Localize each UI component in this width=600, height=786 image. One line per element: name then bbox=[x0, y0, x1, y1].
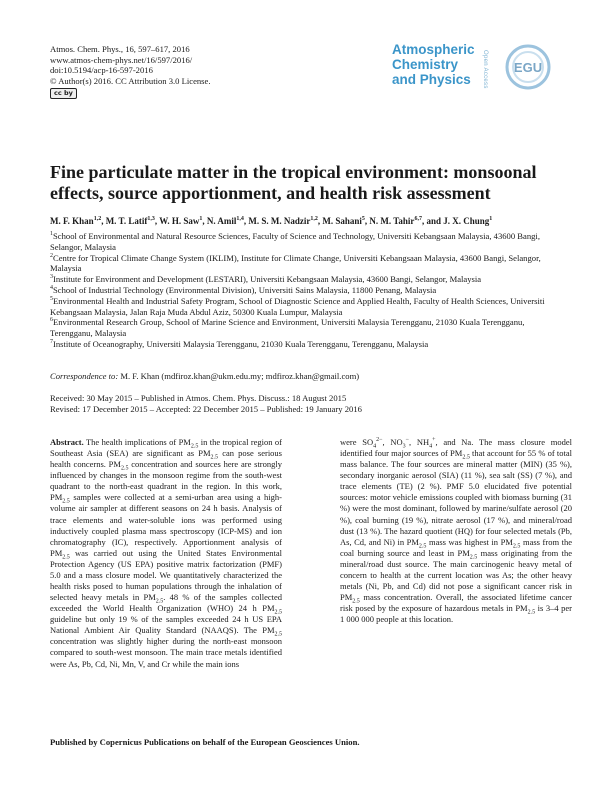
affiliation-7: $^7$Institute of Oceanography, Universiti Malaysia Terengganu, 21030 Kuala Terengganu, Terengganu, Malaysia bbox=[50, 338, 429, 349]
article-url[interactable]: www.atmos-chem-phys.net/16/597/2016/ bbox=[50, 54, 193, 65]
egu-logo-text: EGU bbox=[513, 60, 543, 75]
journal-name-line-1: Atmospheric bbox=[392, 42, 475, 57]
publisher-footer: Published by Copernicus Publications on behalf of the European Geosciences Union. bbox=[50, 737, 360, 747]
correspondence bbox=[50, 371, 359, 382]
publication-dates bbox=[50, 393, 362, 415]
affiliation-2: $^2$Centre for Tropical Climate Change System (IKLIM), Institute for Climate Change, Universiti Kebangsaan Malaysia, 43600 Bangi, Selangor, Malaysia bbox=[50, 252, 541, 274]
open-access-label: Open Access bbox=[482, 50, 488, 89]
abstract-right-column bbox=[340, 437, 572, 625]
abstract-left-column bbox=[50, 437, 282, 670]
affiliations bbox=[50, 231, 560, 350]
revised-date-line: Revised: 17 December 2015 – Accepted: 22 December 2015 – Published: 19 January 2016 bbox=[50, 404, 362, 414]
affiliation-1: $^1$School of Environmental and Natural Resource Sciences, Faculty of Science and Technology, Universiti Kebangsaan Malaysia, 43600 Bangi, Selangor, Malaysia bbox=[50, 231, 540, 252]
correspondence-label: Correspondence to: bbox=[50, 371, 119, 381]
affiliation-5: $^5$Environmental Health and Industrial Safety Program, School of Diagnostic Science and Applied Health, Faculty of Health Sciences, Universiti Kebangsaan Malaysia, Jalan Raja Muda Abdul Aziz, 50300 Kuala Lumpur, Malaysia bbox=[50, 295, 545, 317]
affiliation-4: $^4$School of Industrial Technology (Environmental Division), Universiti Sains Malaysia, 11800 Penang, Malaysia bbox=[50, 284, 437, 295]
author-list: M. F. Khan$^{1,2}$, M. T. Latif$^{1,3}$, W. H. Saw$^1$, N. Amil$^{1,4}$, M. S. M. Nadzir$^{1,2}$, M. Sahani$^5$, N. M. Tahir$^{6,7}$, and J. X. Chung$^1$ bbox=[50, 216, 493, 226]
journal-citation: Atmos. Chem. Phys., 16, 597–617, 2016 bbox=[50, 44, 190, 54]
egu-logo bbox=[505, 44, 551, 90]
article-doi[interactable]: doi:10.5194/acp-16-597-2016 bbox=[50, 65, 153, 76]
received-date-line: Received: 30 May 2015 – Published in Atmos. Chem. Phys. Discuss.: 18 August 2015 bbox=[50, 393, 347, 403]
cc-license-badge[interactable]: cc by bbox=[50, 88, 77, 99]
journal-name-line-3: and Physics bbox=[392, 72, 471, 87]
journal-name-line-2: Chemistry bbox=[392, 57, 459, 72]
citation-block bbox=[50, 44, 211, 99]
affiliation-6: $^6$Environmental Research Group, School of Marine Science and Environment, Universiti Malaysia Terengganu, 21030 Kuala Terengganu, Terengganu, Malaysia bbox=[50, 317, 525, 339]
copyright-notice: © Author(s) 2016. CC Attribution 3.0 License. bbox=[50, 75, 211, 86]
abstract-right-text: were $SO_4^{2-}$, $NO_3^-$, $NH_4^+$, and Na. The mass closure model identified four major sources of $PM_{2.5}$ that account for 55 % of total mass balance. The four sources are mineral matter (MIN) (35 %), secondary inorganic aerosol (SIA) (11 %), sea salt (SS) (7 %), and trace elements (TE) (2 %). PMF 5.0 elucidated five potential sources: motor vehicle emissions coupled with biomass burning (31 %) were the most dominant, followed by marine/sulfate aerosol (20 %), coal burning (19 %), nitrate aerosol (17 %), and mineral/road dust (13 %). The hazard quotient (HQ) for four selected metals (Pb, As, Cd, and Ni) in $PM_{2.5}$ mass was highest in $PM_{2.5}$ mass from the coal burning source and least in $PM_{2.5}$ mass originating from the mineral/road dust source. The main carcinogenic heavy metal of concern to health at the current location was As; the other heavy metals (Ni, Pb, and Cd) did not pose a significant cancer risk in $PM_{2.5}$ mass concentration. Overall, the associated lifetime cancer risk posed by the exposure of hazardous metals in $PM_{2.5}$ is 3–4 per 1 000 000 people at this location. bbox=[340, 437, 572, 625]
affiliation-3: $^3$Institute for Environment and Development (LESTARI), Universiti Kebangsaan Malaysia, 43600 Bangi, Selangor, Malaysia bbox=[50, 274, 482, 285]
paper-title: Fine particulate matter in the tropical environment: monsoonal effects, source apportionment, and health risk assessment bbox=[50, 162, 537, 203]
abstract-label: Abstract. bbox=[50, 437, 84, 447]
abstract-left-text: Abstract. The health implications of $PM_{2.5}$ in the tropical region of Southeast Asia (SEA) are significant as $PM_{2.5}$ can pose serious health concerns. $PM_{2.5}$ concentration and sources here are strongly influenced by changes in the monsoon regime from the south-west quadrant to the north-east quadrant in the region. In this work, $PM_{2.5}$ samples were collected at a semi-urban area using a high-volume air sampler at different seasons on 24 h basis. Analysis of trace elements and water-soluble ions was performed using inductively coupled plasma mass spectroscopy (ICP-MS) and ion chromatography (IC), respectively. Apportionment analysis of $PM_{2.5}$ was carried out using the United States Environmental Protection Agency (US EPA) positive matrix factorization (PMF) 5.0 and a mass closure model. We quantitatively characterized the health risks posed to human populations through the inhalation of selected heavy metals in $PM_{2.5}$. 48 % of the samples collected exceeded the World Health Organization (WHO) 24 h $PM_{2.5}$ guideline but only 19 % of the samples exceeded 24 h US EPA National Ambient Air Quality Standard (NAAQS). The $PM_{2.5}$ concentration was slightly higher during the north-east monsoon compared to south-west monsoon. The main trace metals identified were As, Pb, Cd, Ni, Mn, V, and Cr while the main ions bbox=[50, 437, 283, 669]
correspondence-text[interactable]: M. F. Khan (mdfiroz.khan@ukm.edu.my; mdfiroz.khan@gmail.com) bbox=[120, 371, 360, 381]
journal-name bbox=[392, 42, 512, 87]
